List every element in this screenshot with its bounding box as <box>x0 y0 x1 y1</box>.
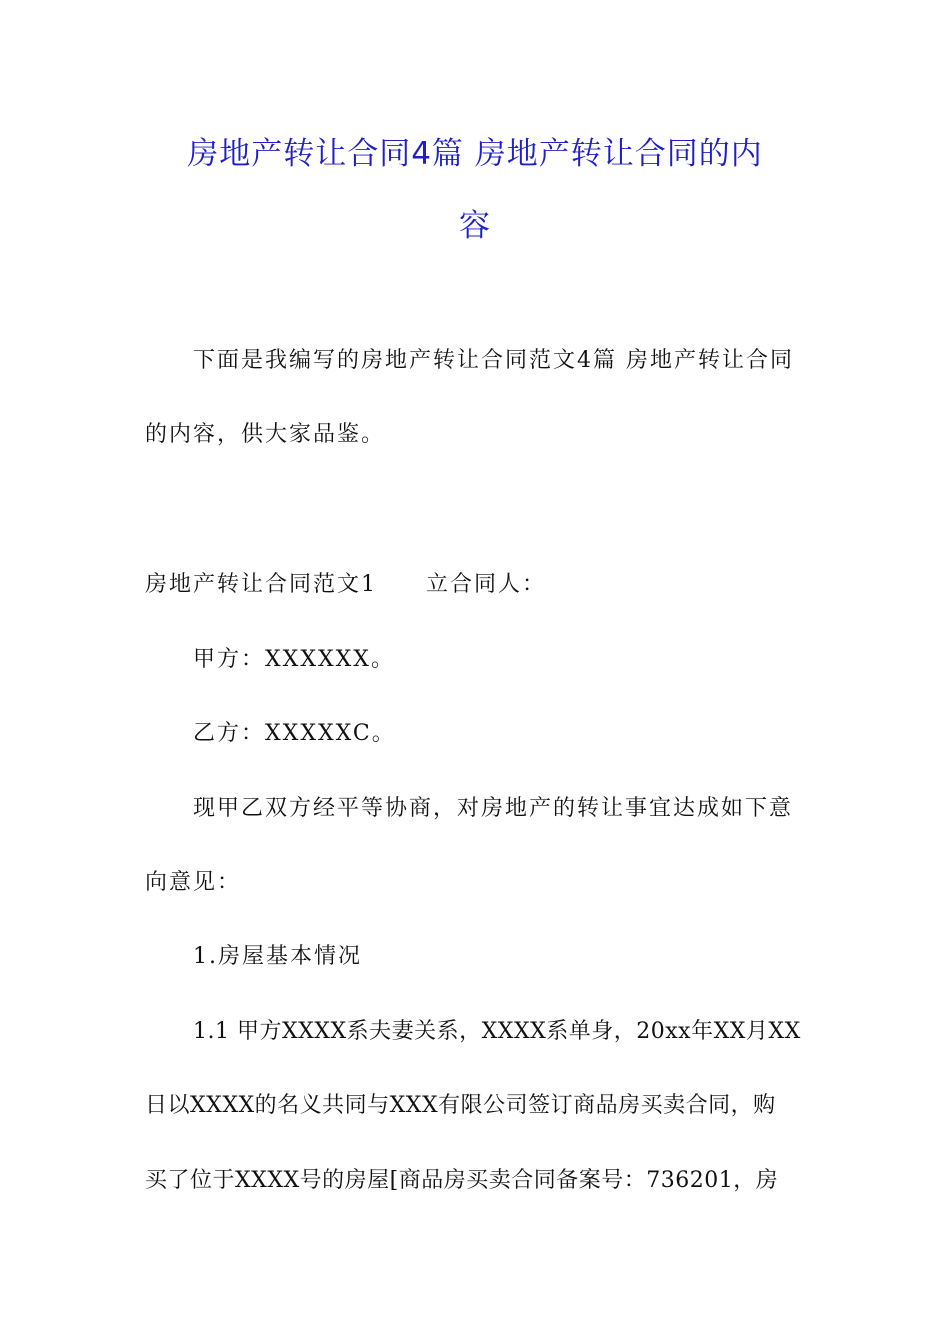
item-1-1-line-3: 买了位于XXXX号的房屋[商品房买卖合同备案号：736201，房 <box>145 1168 779 1193</box>
item-1-1-line-2: 日以XXXX的名义共同与XXX有限公司签订商品房买卖合同，购 <box>145 1093 776 1118</box>
consensus-line-1: 现甲乙双方经平等协商，对房地产的转让事宜达成如下意 <box>193 796 794 821</box>
intro-line-2: 的内容，供大家品鉴。 <box>145 422 386 447</box>
item-1-heading: 1.房屋基本情况 <box>193 944 362 969</box>
consensus-line-2: 向意见： <box>145 870 242 895</box>
document-title-line-2: 容 <box>459 208 491 244</box>
parties-label: 立合同人： <box>426 572 547 597</box>
intro-line-1: 下面是我编写的房地产转让合同范文4篇 房地产转让合同 <box>193 348 794 373</box>
party-a: 甲方：XXXXXX。 <box>193 647 395 672</box>
document-title-line-1: 房地产转让合同4篇 房地产转让合同的内 <box>187 136 763 172</box>
item-1-1-line-1: 1.1 甲方XXXX系夫妻关系，XXXX系单身，20xx年XX月XX <box>193 1019 801 1044</box>
section-heading: 房地产转让合同范文1 <box>145 572 377 597</box>
party-b: 乙方：XXXXXC。 <box>193 721 396 746</box>
